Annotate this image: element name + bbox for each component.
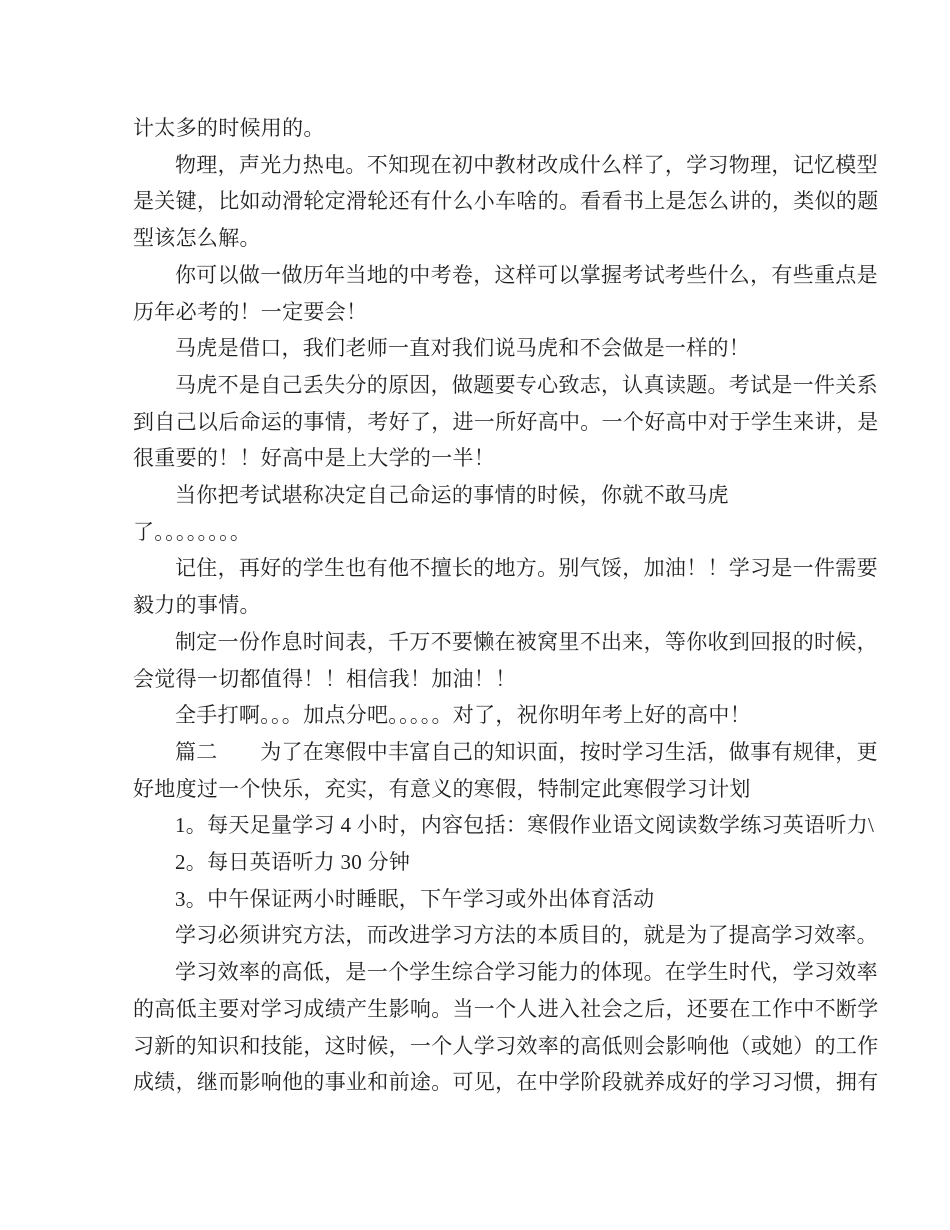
text-line: 好地度过一个快乐，充实，有意义的寒假，特制定此寒假学习计划 [133, 776, 751, 801]
text-line: 全手打啊。。。加点分吧。。。。。对了，祝你明年考上好的高中！ [175, 703, 751, 728]
text-line: 计太多的时候用的。 [133, 116, 325, 140]
text-line: 会觉得一切都值得！！相信我！加油！！ [133, 666, 517, 691]
text-line: 了。。。。。。。。 [133, 519, 252, 544]
text-line: 物理，声光力热电。不知现在初中教材改成什么样了，学习物理，记忆模型 [175, 152, 878, 177]
text-line: 记住，再好的学生也有他不擅长的地方。别气馁，加油！！学习是一件需要 [175, 556, 878, 581]
text-line: 当你把考试堪称决定自己命运的事情的时候，你就不敢马虎 [175, 483, 729, 508]
text-line: 3。中午保证两小时睡眠，下午学习或外出体育活动 [175, 886, 655, 911]
text-line: 的高低主要对学习成绩产生影响。当一个人进入社会之后，还要在工作中不断学 [133, 996, 879, 1021]
text-line: 篇二 为了在寒假中丰富自己的知识面，按时学习生活，做事有规律，更 [175, 739, 878, 764]
text-line: 成绩，继而影响他的事业和前途。可见，在中学阶段就养成好的学习习惯，拥有 [133, 1070, 879, 1095]
text-line: 型该怎么解。 [133, 226, 261, 251]
text-line: 1。每天足量学习 4 小时，内容包括：寒假作业语文阅读数学练习英语听力\ [175, 813, 875, 838]
text-line: 马虎是借口，我们老师一直对我们说马虎和不会做是一样的！ [175, 336, 751, 361]
document-body [133, 110, 879, 1101]
text-line: 马虎不是自己丢失分的原因，做题要专心致志，认真读题。考试是一件关系 [175, 372, 878, 397]
text-line: 2。每日英语听力 30 分钟 [175, 850, 411, 875]
text-line: 是关键，比如动滑轮定滑轮还有什么小车啥的。看看书上是怎么讲的，类似的题 [133, 189, 879, 214]
text-line: 习新的知识和技能，这时候，一个人学习效率的高低则会影响他（或她）的工作 [133, 1033, 879, 1058]
text-line: 很重要的！！好高中是上大学的一半！ [133, 446, 496, 471]
text-line: 学习必须讲究方法，而改进学习方法的本质目的，就是为了提高学习效率。 [175, 923, 878, 948]
text-line: 学习效率的高低，是一个学生综合学习能力的体现。在学生时代，学习效率 [175, 960, 878, 985]
text-line: 到自己以后命运的事情，考好了，进一所好高中。一个好高中对于学生来讲，是 [133, 409, 879, 434]
text-line: 你可以做一做历年当地的中考卷，这样可以掌握考试考些什么，有些重点是 [175, 262, 878, 287]
text-line: 毅力的事情。 [133, 593, 261, 618]
text-line: 历年必考的！一定要会！ [133, 299, 368, 324]
text-line: 制定一份作息时间表，千万不要懒在被窝里不出来，等你收到回报的时候， [175, 629, 878, 654]
